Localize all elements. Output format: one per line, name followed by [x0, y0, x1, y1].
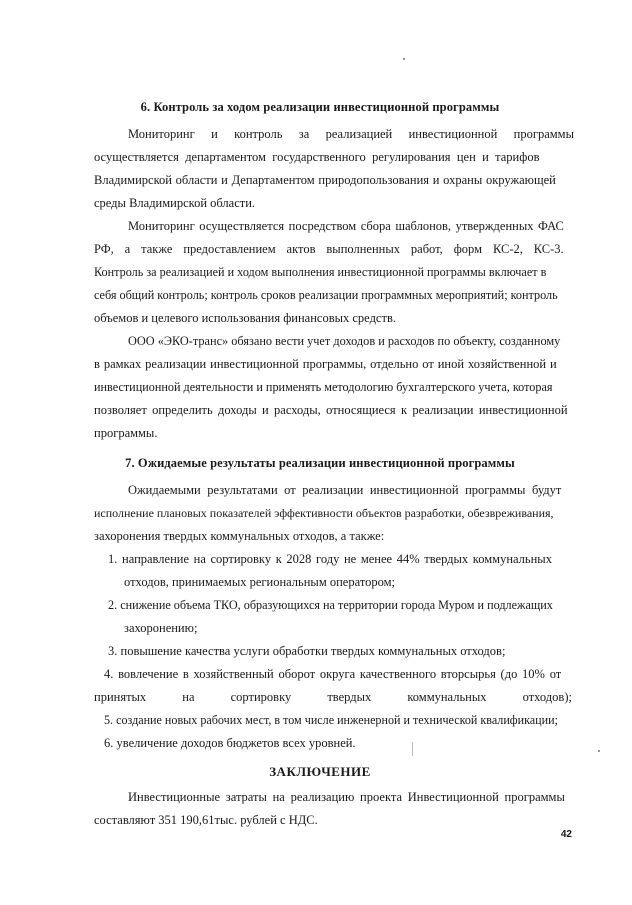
paragraph-line: составляют 351 190,61тыс. рублей с НДС. [94, 813, 318, 827]
paragraph-line: захоронения твердых коммунальных отходов, а также: [94, 529, 385, 543]
word: Мониторинг [128, 127, 195, 141]
list-item: 5. создание новых рабочих мест, в том числе инженерной и технической квалификации; [104, 713, 558, 727]
word: контроль [234, 127, 283, 141]
word: сортировку [230, 690, 292, 704]
word: на [182, 690, 195, 704]
section-7-heading: 7. Ожидаемые результаты реализации инвестиционной программы [125, 456, 515, 470]
paragraph-line: инвестиционной деятельности и применять методологию бухгалтерского учета, которая [94, 380, 553, 394]
list-item: 4. вовлечение в хозяйственный оборот округа качественного вторсырья (до 10% от [104, 667, 562, 681]
list-item: 6. увеличение доходов бюджетов всех уровней. [104, 736, 356, 750]
word: принятых [94, 690, 147, 704]
scan-speck [403, 58, 405, 60]
paragraph-line: себя общий контроль; контроль сроков реализации программных мероприятий; контроль [94, 288, 558, 302]
paragraph-line: Мониторинг осуществляется посредством сбора шаблонов, утвержденных ФАС [128, 219, 564, 233]
paragraph-line: исполнение плановых показателей эффективности объектов разработки, обезвреживания, [94, 506, 554, 520]
list-item: 2. снижение объема ТКО, образующихся на территории города Муром и подлежащих [108, 598, 553, 612]
paragraph-line: позволяет определить доходы и расходы, относящиеся к реализации инвестиционной [94, 403, 568, 417]
paragraph-line: Контроль за реализацией и ходом выполнения инвестиционной программы включает в [94, 265, 547, 279]
conclusion-title: ЗАКЛЮЧЕНИЕ [269, 764, 371, 779]
paragraph-line: в рамках реализации инвестиционной программы, отдельно от иной хозяйственной и [94, 357, 557, 371]
word: твердых [327, 690, 372, 704]
paragraph-line: Ожидаемыми результатами от реализации инвестиционной программы будут [128, 483, 562, 497]
list-item-continuation: отходов, принимаемых региональным оператором; [124, 575, 396, 589]
word: реализацией [325, 127, 393, 141]
list-item-continuation [94, 689, 572, 705]
word: коммунальных [407, 690, 487, 704]
paragraph-line: РФ, а также предоставлением актов выполненных работ, форм КС-2, КС-3. [94, 242, 564, 256]
scan-speck [598, 750, 600, 752]
word: и [211, 127, 218, 141]
scan-speck [412, 742, 413, 756]
paragraph-line: среды Владимирской области. [94, 196, 256, 210]
paragraph-line [128, 126, 574, 142]
paragraph-line: Инвестиционные затраты на реализацию проекта Инвестиционной программы [128, 790, 565, 804]
list-item-continuation: захоронению; [124, 621, 198, 635]
paragraph-line: программы. [94, 426, 158, 440]
paragraph-line: объемов и целевого использования финансовых средств. [94, 311, 396, 325]
section-6-heading: 6. Контроль за ходом реализации инвестиционной программы [140, 100, 500, 114]
page-number: 42 [560, 829, 572, 840]
word: отходов); [522, 690, 572, 704]
paragraph-line: Владимирской области и Департаментом природопользования и охраны окружающей [94, 173, 556, 187]
paragraph-line: ООО «ЭКО-транс» обязано вести учет доходов и расходов по объекту, созданному [128, 334, 561, 348]
word: инвестиционной [408, 127, 498, 141]
paragraph-line: осуществляется департаментом государственного регулирования цен и тарифов [94, 150, 540, 164]
list-item: 1. направление на сортировку к 2028 году не менее 44% твердых коммунальных [108, 552, 552, 566]
list-item: 3. повышение качества услуги обработки твердых коммунальных отходов; [108, 644, 506, 658]
word: за [298, 127, 310, 141]
word: программы [513, 127, 574, 141]
